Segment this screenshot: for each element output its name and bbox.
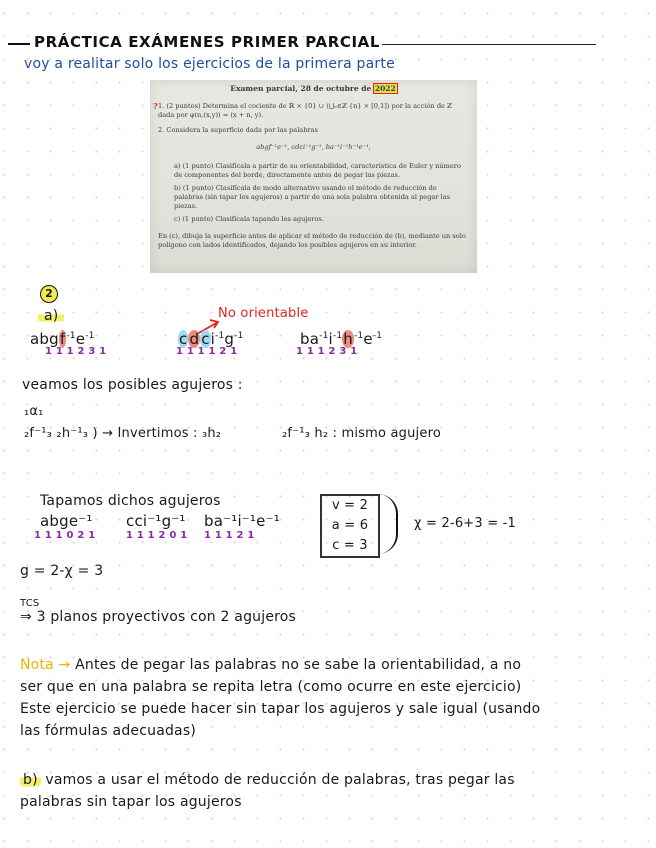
word-1-tail: e <box>75 330 86 348</box>
vertices-count: v = 2 <box>331 498 369 513</box>
word-1-highlight: f <box>59 330 66 348</box>
cover-holes-title: Tapamos dichos agujeros <box>40 493 221 509</box>
page-title <box>8 33 380 51</box>
word-2-i: i <box>210 330 216 348</box>
title-lead-rule <box>8 43 30 45</box>
word-3-highlight: h <box>343 330 353 348</box>
alpha-edge: ₁α₁ <box>24 404 44 419</box>
word-3-tail: e <box>363 330 373 348</box>
exam-part-b: b) (1 punto) Clasifícala de modo alternativo usando el método de reducción de palabras (sin tapar los agujeros) a partir de una sola palabra obtenida al pegar las piezas. <box>174 184 451 210</box>
holes-intro: veamos los posibles agujeros : <box>22 377 243 393</box>
note-line-2: ser que en una palabra se repita letra (como ocurre en este ejercicio) <box>20 679 522 695</box>
vac-box <box>320 494 380 558</box>
subtitle: voy a realitar solo los ejercicios de la primera parte <box>24 56 395 72</box>
exam-title <box>150 84 477 93</box>
exam-question-1-text: 1. (2 puntos) Determina el cociente de ℝ × {0} ∪ (⋃ₙ∈ℤ {n} × [0,1]) por la acción de ℤ dada por φ(n,(x,y)) = (x + n, y). <box>158 102 452 119</box>
part-b-line-1-text: vamos a usar el método de reducción de palabras, tras pegar las <box>45 772 515 788</box>
word-2-hl-d: d <box>189 330 200 348</box>
exam-question-2: 2. Considera la superficie dada por las palabras <box>158 126 318 134</box>
word-3-exp: -1 <box>319 331 329 341</box>
exam-footer: En (c), dibuja la superficie antes de aplicar el método de reducción de (b), mediante un solo polígono con lados identificados, dejando los posibles agujeros en su interior. <box>158 232 466 249</box>
word-3-mid2-exp: -1 <box>353 331 364 341</box>
word-1-exp: -1 <box>66 331 76 341</box>
word-3-base: ba <box>300 330 320 348</box>
cover-word-1-indices: 1 1 1 0 2 1 <box>34 530 96 541</box>
conclusion: ⇒ 3 planos proyectivos con 2 agujeros <box>20 609 297 625</box>
cover-word-3-indices: 1 1 1 2 1 <box>204 530 255 541</box>
same-hole-line: ₂f⁻¹₃ h₂ : mismo agujero <box>282 426 441 441</box>
word-2-tail-exp: -1 <box>234 331 244 341</box>
word-3-indices: 1 1 1 2 3 1 <box>296 346 358 357</box>
note-label: Nota → <box>20 657 71 673</box>
cover-word-1: abge⁻¹ <box>40 512 93 530</box>
holes-invert-line: ₂f⁻¹₃ ₂h⁻¹₃ ) → Invertimos : ₃h₂ <box>24 426 222 441</box>
brace <box>378 494 398 554</box>
word-3-mid-exp: -1 <box>332 331 343 341</box>
word-2-tail: g <box>224 330 235 348</box>
part-b-line-2: palabras sin tapar los agujeros <box>20 794 242 810</box>
question-marker: ? <box>153 101 158 111</box>
part-b-line-1 <box>20 769 640 791</box>
part-b-block <box>20 769 640 813</box>
word-2-exp: -1 <box>215 331 225 341</box>
cover-word-3: ba⁻¹i⁻¹e⁻¹ <box>204 512 280 530</box>
word-3-mid: i <box>328 330 333 348</box>
tcs-label: TCS <box>20 598 40 609</box>
genus: g = 2-χ = 3 <box>20 563 104 579</box>
euler-characteristic: χ = 2-6+3 = -1 <box>414 516 516 531</box>
exam-question-1 <box>153 101 470 120</box>
exam-part-c: c) (1 punto) Clasifícala tapando los agujeros. <box>174 215 324 223</box>
page-title-text: PRÁCTICA EXÁMENES PRIMER PARCIAL <box>34 33 381 51</box>
word-2-hl-c1: c <box>179 330 188 348</box>
note-line-3: Este ejercicio se puede hacer sin tapar los agujeros y sale igual (usando <box>20 701 541 717</box>
non-orientable-annotation: No orientable <box>218 306 309 321</box>
word-2-hl-c2: c <box>201 330 210 348</box>
exam-photo <box>150 80 477 273</box>
word-1-indices: 1 1 1 2 3 1 <box>45 346 107 357</box>
part-a-label: a) <box>38 308 64 324</box>
exam-year-highlight: 2022 <box>374 84 396 93</box>
exercise-number-badge: 2 <box>40 285 58 303</box>
edges-count: a = 6 <box>331 518 369 533</box>
faces-count: c = 3 <box>332 538 368 553</box>
word-3-tail-exp: -1 <box>372 331 383 341</box>
exam-part-a: a) (1 punto) Clasifícala a partir de su orientabilidad, característica de Euler y número de componentes del borde, directamente antes de pegar las piezas. <box>174 162 461 179</box>
note-line-4: las fórmulas adecuadas) <box>20 723 196 739</box>
part-b-label: b) <box>20 772 41 788</box>
word-1-base: abg <box>30 330 59 348</box>
note-line-1 <box>20 654 640 676</box>
word-1-tail-exp: -1 <box>85 331 95 341</box>
cover-word-2: cci⁻¹g⁻¹ <box>126 512 186 530</box>
title-rule <box>382 44 596 45</box>
exam-title-text: Examen parcial, 28 de octubre de <box>230 84 372 93</box>
word-2-indices: 1 1 1 1 2 1 <box>176 346 238 357</box>
note-line-1-text: Antes de pegar las palabras no se sabe la orientabilidad, a no <box>75 657 522 673</box>
note-block <box>20 654 640 742</box>
exam-words: abgf⁻¹e⁻¹, cdci⁻¹g⁻¹, ba⁻¹i⁻¹h⁻¹e⁻¹, <box>256 143 371 151</box>
cover-word-2-indices: 1 1 1 2 0 1 <box>126 530 188 541</box>
